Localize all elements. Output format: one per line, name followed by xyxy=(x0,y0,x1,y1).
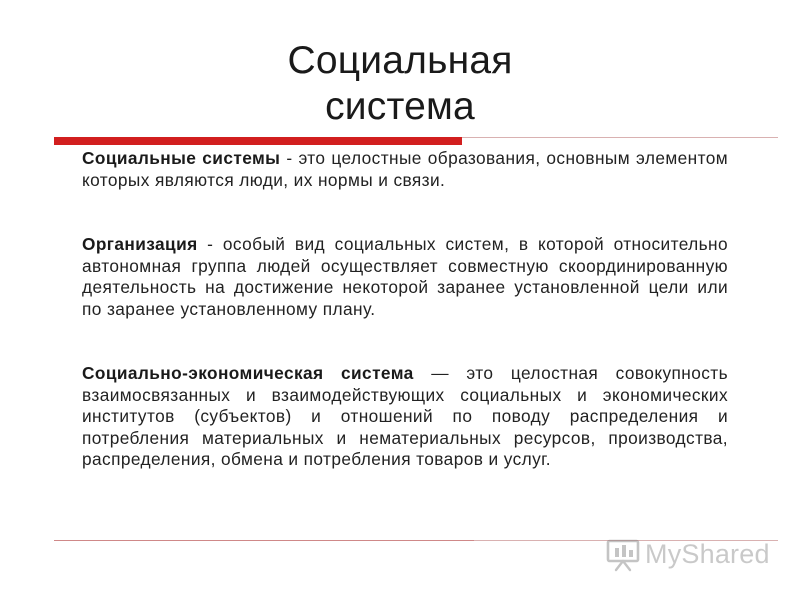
presentation-board-icon xyxy=(606,538,642,572)
myshared-watermark xyxy=(606,536,776,574)
bottom-divider-accent xyxy=(54,540,474,541)
definition-paragraph-organization xyxy=(82,234,728,320)
definition-text: — это целостная совокупность взаимосвязанных и взаимодействующих социальных и экономических институтов (субъектов) и отношений по поводу распределения и потребления материальных и нематериальных ресурсов, производства, распределения, обмена и потребления товаров и услуг. xyxy=(82,363,728,469)
definition-term: Организация xyxy=(82,234,198,254)
definition-paragraph-socioeconomic-system xyxy=(82,363,728,471)
title-line-2: система xyxy=(325,85,475,128)
definition-term: Социальные системы xyxy=(82,148,281,168)
slide-body xyxy=(82,148,728,471)
definition-text: - это целостные образования, основным элементом которых являются люди, их нормы и связи. xyxy=(82,148,728,190)
top-divider-accent xyxy=(54,137,462,145)
slide-title xyxy=(0,38,800,130)
definition-paragraph-social-systems xyxy=(82,148,728,191)
title-line-1: Социальная xyxy=(287,39,513,82)
watermark-text: MyShared xyxy=(645,539,770,569)
definition-term: Социально-экономическая система xyxy=(82,363,414,383)
definition-text: - особый вид социальных систем, в которой относительно автономная группа людей осуществляет совместную скоординированную деятельность на достижение некоторой заранее установленной цели или по заранее установленному плану. xyxy=(82,234,728,319)
